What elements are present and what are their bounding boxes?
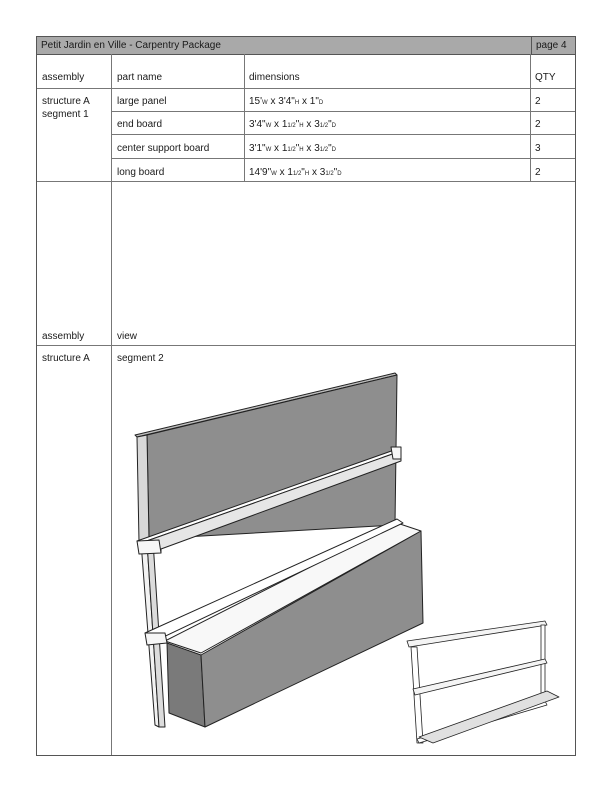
part-dimensions: 3'4"W x 11/2"H x 31/2"D: [249, 119, 337, 130]
part-name: center support board: [117, 143, 210, 154]
col-header-qty: QTY: [535, 72, 556, 83]
part-name: large panel: [117, 96, 167, 107]
view-header-view: view: [117, 331, 138, 342]
inset-trough: [419, 691, 559, 743]
inset-left-post: [411, 647, 423, 743]
col-header-part-name: part name: [117, 72, 163, 83]
part-dimensions: 3'1"W x 11/2"H x 31/2"D: [249, 143, 337, 154]
view-segment-name: segment 2: [117, 353, 164, 364]
inset-view-drawing: [37, 37, 577, 757]
assembly-name: structure A: [42, 96, 90, 107]
assembly-segment: segment 1: [42, 109, 89, 120]
inset-mid-rail: [413, 659, 547, 695]
document-title: Petit Jardin en Ville - Carpentry Package: [41, 40, 221, 51]
col-header-dimensions: dimensions: [249, 72, 300, 83]
view-header-assembly: assembly: [42, 331, 85, 342]
inset-top-rail: [407, 621, 547, 647]
part-qty: 3: [535, 143, 541, 154]
part-dimensions: 14'9"W x 11/2"H x 31/2"D: [249, 167, 342, 178]
view-assembly-name: structure A: [42, 353, 90, 364]
part-dimensions: 15'W x 3'4"H x 1"D: [249, 96, 324, 107]
part-qty: 2: [535, 167, 541, 178]
part-qty: 2: [535, 119, 541, 130]
col-header-assembly: assembly: [42, 72, 85, 83]
part-qty: 2: [535, 96, 541, 107]
page-number: page 4: [531, 37, 575, 54]
part-name: long board: [117, 167, 165, 178]
spec-sheet: [36, 36, 576, 756]
part-name: end board: [117, 119, 163, 130]
